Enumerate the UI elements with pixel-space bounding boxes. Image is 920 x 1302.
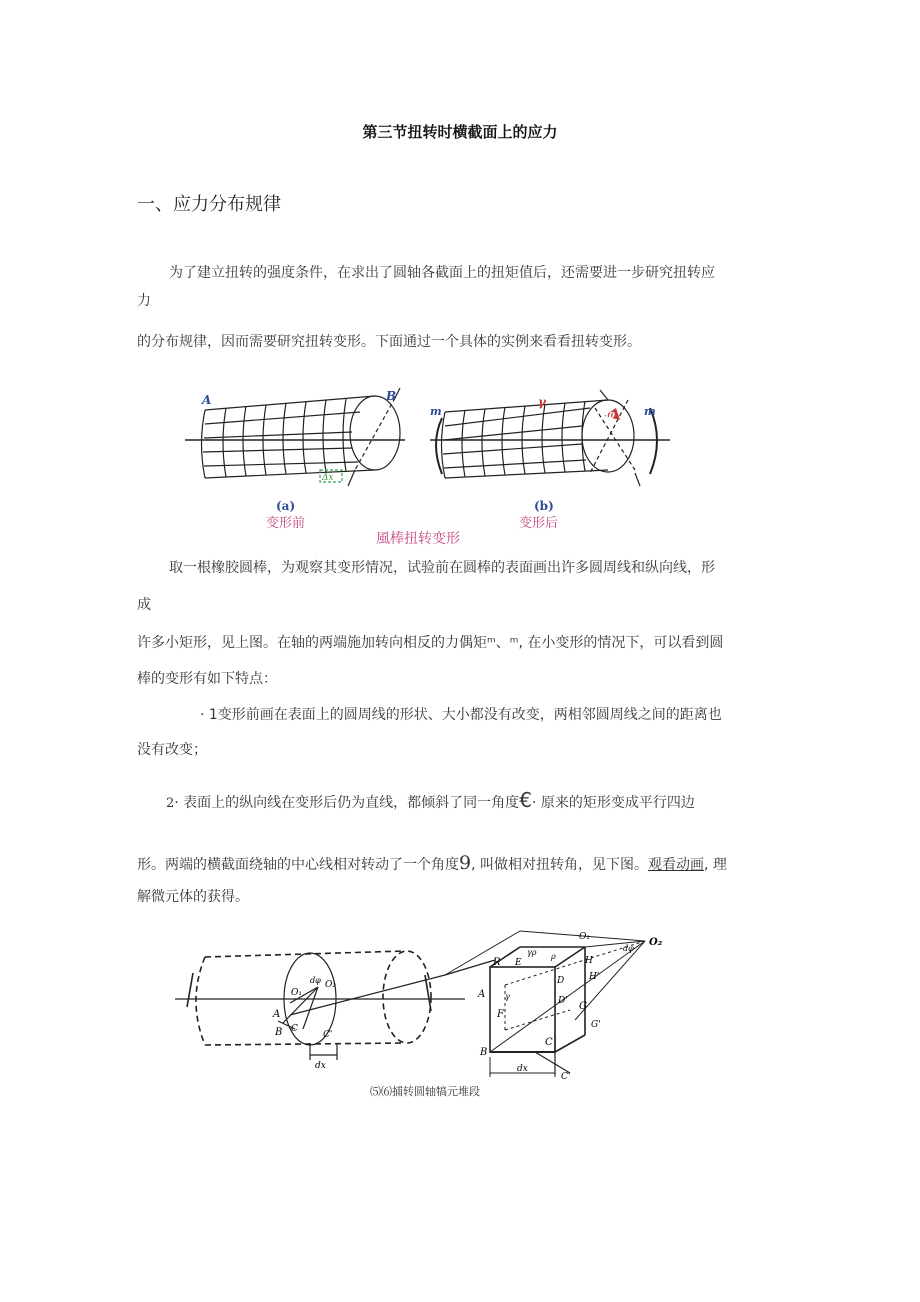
label-C-right: C xyxy=(545,1037,553,1048)
point-1-line: 没有改变； xyxy=(137,742,207,758)
label-dx: dx xyxy=(315,1061,326,1071)
label-E: E xyxy=(515,958,522,968)
label-dphi-right: dφ xyxy=(623,944,634,953)
figure2-caption: ⑸⑹捕转圆轴犒元堆段 xyxy=(370,1085,480,1098)
figure1-caption: 風棒扭转变形 xyxy=(376,531,460,547)
label-H: H xyxy=(585,956,593,966)
label-rho: ρ xyxy=(551,952,556,961)
label-m-right: m xyxy=(644,405,656,418)
label-Gp: G' xyxy=(591,1020,601,1030)
label-B: B xyxy=(275,1027,283,1038)
paragraph-text: , 理 xyxy=(704,857,727,873)
label-B: B xyxy=(386,389,397,403)
paragraph-line: 的分布规律，因而需要研究扭转变形。下面通过一个具体的实例来看看扭转变形。 xyxy=(137,334,641,350)
label-phi: φ xyxy=(605,408,615,421)
label-F: F xyxy=(497,1009,504,1020)
section-heading: 一、应力分布规律 xyxy=(137,194,281,215)
label-dphi: dφ xyxy=(310,976,321,985)
paragraph-line: 为了建立扭转的强度条件，在求出了圆轴各截面上的扭矩值后，还需要进一步研究扭转应 xyxy=(169,265,715,281)
label-G: G xyxy=(579,1001,587,1012)
point-2-text: · 表面上的纵向线在变形后仍为直线，都倾斜了同一角度 xyxy=(174,795,520,811)
label-dz: dx xyxy=(517,1064,528,1074)
paragraph-line: 棒的变形有如下特点： xyxy=(137,671,277,687)
label-A: A xyxy=(202,393,212,407)
page-title: 第三节扭转时横截面上的应力 xyxy=(362,123,558,141)
label-Hp: H' xyxy=(589,972,600,982)
label-m-left: m xyxy=(430,405,442,418)
label-O2-right: O₂ xyxy=(649,937,663,948)
label-B-right: B xyxy=(480,1047,488,1058)
caption-before: 变形前 xyxy=(266,516,306,531)
label-Cp-right: C' xyxy=(561,1072,571,1082)
label-Cp: C' xyxy=(323,1030,333,1040)
paragraph-line: 解微元体的获得。 xyxy=(137,889,249,905)
label-a: (a) xyxy=(276,499,296,513)
label-b: (b) xyxy=(534,499,554,513)
paragraph-line: 力 xyxy=(137,293,151,309)
paragraph-line: 许多小矩形，见上图。在轴的两端施加转向相反的力偶矩ᵐ、ᵐ, 在小变形的情况下，可以看到圆 xyxy=(137,635,724,651)
shaft-element-figure xyxy=(175,925,675,1085)
paragraph-text: , 叫做相对扭转角，见下图。 xyxy=(471,857,648,873)
label-A-right: A xyxy=(478,989,486,1000)
paragraph-line xyxy=(137,852,727,874)
label-D: D xyxy=(557,976,565,986)
torsion-rod-figure xyxy=(180,378,680,528)
element-box xyxy=(490,947,585,1075)
phi-symbol: 9 xyxy=(459,852,472,874)
cylinder-before xyxy=(185,388,405,486)
point-1-line: · 1变形前画在表面上的圆周线的形状、大小都没有改变，两相邻圆周线之间的距离也 xyxy=(200,707,722,723)
label-A: A xyxy=(273,1009,281,1020)
paragraph-line: 成 xyxy=(137,597,151,613)
label-Dp: D' xyxy=(558,996,568,1006)
watch-animation-link[interactable]: 观看动画 xyxy=(648,857,704,873)
paragraph-line: 取一根橡胶圆棒，为观察其变形情况，试验前在圆棒的表面画出许多圆周线和纵向线，形 xyxy=(169,560,715,576)
label-O1-right: O₁ xyxy=(579,932,590,942)
label-O1: O₁ xyxy=(291,988,302,998)
gamma-symbol: € xyxy=(519,788,532,812)
label-C: C xyxy=(291,1024,298,1034)
caption-after: 变形后 xyxy=(519,516,559,531)
point-2-number: 2 xyxy=(166,796,175,811)
label-O2: O₂ xyxy=(325,980,336,990)
label-gamma: γ xyxy=(538,395,546,409)
cylinder-after xyxy=(430,390,670,486)
paragraph-text: 形。两端的横截面绕轴的中心线相对转动了一个角度 xyxy=(137,857,459,873)
label-dx: Δx xyxy=(322,473,334,483)
label-gamma-p: γρ xyxy=(527,948,537,957)
point-2-text: · 原来的矩形变成平行四边 xyxy=(531,795,695,811)
label-gamma-right: γ xyxy=(505,992,510,1001)
point-2-line xyxy=(166,788,695,812)
label-R: R xyxy=(493,957,501,968)
element-construction xyxy=(445,931,645,1052)
